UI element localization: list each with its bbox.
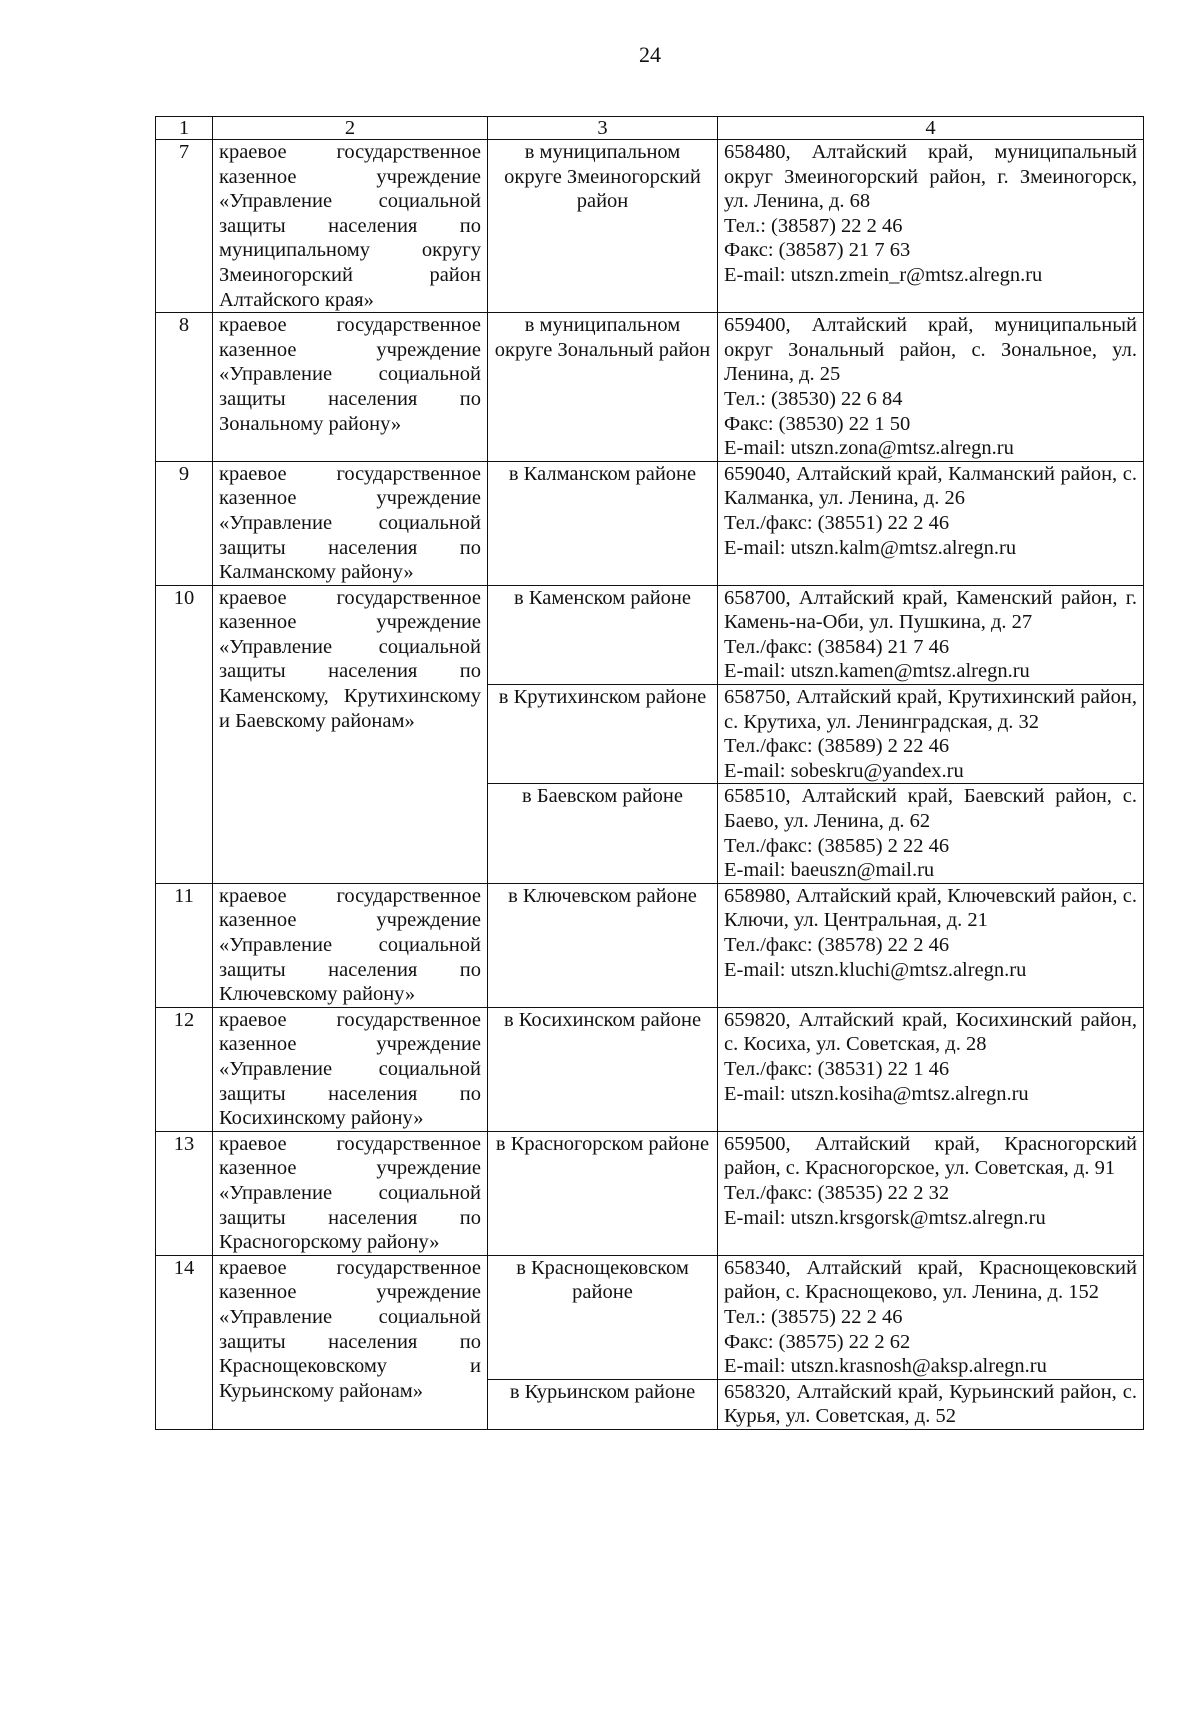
contact-line: E-mail: utszn.zona@mtsz.alregn.ru (724, 437, 1014, 460)
branch-location: в Краснощековском районе (488, 1255, 718, 1379)
institution-name: краевое государственное казенное учреждение «Управление социальной защиты населения по Ключевскому району» (213, 883, 488, 1007)
branch-location: в Калманском районе (488, 461, 718, 585)
contact-line: Тел./факс: (38531) 22 1 46 (724, 1057, 950, 1080)
column-number-1: 1 (156, 117, 213, 140)
contact-line: Тел.: (38587) 22 2 46 (724, 214, 903, 237)
postal-address: 658750, Алтайский край, Крутихинский район, с. Крутиха, ул. Ленинградская, д. 32 (724, 686, 1137, 733)
branch-location: в Ключевском районе (488, 883, 718, 1007)
contact-line: E-mail: utszn.zmein_r@mtsz.alregn.ru (724, 263, 1043, 286)
contact-line: E-mail: utszn.kamen@mtsz.alregn.ru (724, 660, 1030, 683)
institution-name: краевое государственное казенное учреждение «Управление социальной защиты населения по муниципальному округу Змеиногорский район Алтайского края» (213, 140, 488, 313)
branch-contacts (718, 140, 1144, 313)
row-number: 13 (156, 1131, 213, 1255)
postal-address: 659500, Алтайский край, Красногорский район, с. Красногорское, ул. Советская, д. 91 (724, 1132, 1137, 1180)
contact-line: E-mail: baeuszn@mail.ru (724, 859, 935, 882)
contact-line: Тел./факс: (38578) 22 2 46 (724, 934, 950, 956)
row-number: 14 (156, 1255, 213, 1429)
institution-name: краевое государственное казенное учреждение «Управление социальной защиты населения по Калманскому району» (213, 461, 488, 585)
contact-line: Тел./факс: (38535) 22 2 32 (724, 1181, 950, 1204)
branch-contacts (718, 784, 1144, 883)
table-row (156, 1255, 1144, 1379)
branch-location: в Курьинском районе (488, 1379, 718, 1429)
branch-location: в Баевском районе (488, 784, 718, 883)
contact-line: E-mail: utszn.krasnosh@aksp.alregn.ru (724, 1355, 1047, 1378)
page-number: 24 (639, 42, 661, 67)
branch-contacts (718, 685, 1144, 784)
contact-line: Факс: (38587) 21 7 63 (724, 239, 911, 262)
contact-line: Факс: (38575) 22 2 62 (724, 1330, 911, 1353)
postal-address: 658980, Алтайский край, Ключевский район, с. Ключи, ул. Центральная, д. 21 (724, 884, 1137, 932)
branch-location: в Красногорском районе (488, 1131, 718, 1255)
table-row (156, 140, 1144, 313)
branch-location: в Косихинском районе (488, 1007, 718, 1131)
column-number-4: 4 (718, 117, 1144, 140)
institution-name: краевое государственное казенное учреждение «Управление социальной защиты населения по Зональному району» (213, 313, 488, 462)
table-row (156, 461, 1144, 585)
branch-contacts (718, 1379, 1144, 1429)
contact-line: Факс: (38530) 22 1 50 (724, 412, 911, 435)
branch-contacts (718, 883, 1144, 1007)
contact-line: E-mail: utszn.kluchi@mtsz.alregn.ru (724, 958, 1027, 981)
branch-contacts (718, 1131, 1144, 1255)
table-row (156, 585, 1144, 684)
institution-name: краевое государственное казенное учреждение «Управление социальной защиты населения по Краснощековскому и Курьинскому районам» (213, 1255, 488, 1429)
postal-address: 658340, Алтайский край, Краснощековский район, с. Краснощеково, ул. Ленина, д. 152 (724, 1256, 1137, 1304)
contact-line: E-mail: utszn.kosiha@mtsz.alregn.ru (724, 1082, 1029, 1105)
branch-contacts (718, 461, 1144, 585)
table-row (156, 1007, 1144, 1131)
institution-name: краевое государственное казенное учреждение «Управление социальной защиты населения по Красногорскому району» (213, 1131, 488, 1255)
branch-location: в муниципальном округе Змеиногорский район (488, 140, 718, 313)
table-row (156, 883, 1144, 1007)
branch-location: в Каменском районе (488, 585, 718, 684)
branch-location: в Крутихинском районе (488, 685, 718, 784)
contact-line: E-mail: utszn.krsgorsk@mtsz.alregn.ru (724, 1206, 1046, 1229)
institution-name: краевое государственное казенное учреждение «Управление социальной защиты населения по Каменскому, Крутихинскому и Баевскому районам» (213, 585, 488, 883)
branch-contacts (718, 585, 1144, 684)
branch-contacts (718, 313, 1144, 462)
table-row (156, 313, 1144, 462)
table-row (156, 1131, 1144, 1255)
contact-line: Тел.: (38530) 22 6 84 (724, 387, 903, 410)
row-number: 8 (156, 313, 213, 462)
postal-address: 659040, Алтайский край, Калманский район, с. Калманка, ул. Ленина, д. 26 (724, 462, 1137, 510)
contact-line: Тел./факс: (38589) 2 22 46 (724, 735, 950, 758)
contact-line: E-mail: sobeskru@yandex.ru (724, 759, 964, 782)
institution-name: краевое государственное казенное учреждение «Управление социальной защиты населения по Косихинскому району» (213, 1007, 488, 1131)
row-number: 9 (156, 461, 213, 585)
row-number: 7 (156, 140, 213, 313)
branch-contacts (718, 1007, 1144, 1131)
contact-line: Тел./факс: (38584) 21 7 46 (724, 635, 950, 658)
column-number-3: 3 (488, 117, 718, 140)
row-number: 10 (156, 585, 213, 883)
contact-line: Тел./факс: (38585) 2 22 46 (724, 834, 950, 857)
contact-line: Тел./факс: (38551) 22 2 46 (724, 511, 950, 534)
row-number: 11 (156, 883, 213, 1007)
postal-address: 659820, Алтайский край, Косихинский район, с. Косиха, ул. Советская, д. 28 (724, 1008, 1137, 1056)
column-number-2: 2 (213, 117, 488, 140)
row-number: 12 (156, 1007, 213, 1131)
postal-address: 658320, Алтайский край, Курьинский район, с. Курья, ул. Советская, д. 52 (724, 1380, 1137, 1428)
table-body (156, 117, 1144, 1430)
branch-location: в муниципальном округе Зональный район (488, 313, 718, 462)
institutions-table (155, 116, 1144, 1430)
column-number-row (156, 117, 1144, 140)
postal-address: 658480, Алтайский край, муниципальный округ Змеиногорский район, г. Змеиногорск, ул. Ленина, д. 68 (724, 141, 1137, 213)
postal-address: 658700, Алтайский край, Каменский район, г. Камень-на-Оби, ул. Пушкина, д. 27 (724, 586, 1137, 634)
contact-line: Тел.: (38575) 22 2 46 (724, 1305, 903, 1328)
postal-address: 659400, Алтайский край, муниципальный округ Зональный район, с. Зональное, ул. Ленина, д. 25 (724, 314, 1137, 386)
postal-address: 658510, Алтайский край, Баевский район, с. Баево, ул. Ленина, д. 62 (724, 785, 1137, 833)
contact-line: E-mail: utszn.kalm@mtsz.alregn.ru (724, 536, 1017, 559)
branch-contacts (718, 1255, 1144, 1379)
